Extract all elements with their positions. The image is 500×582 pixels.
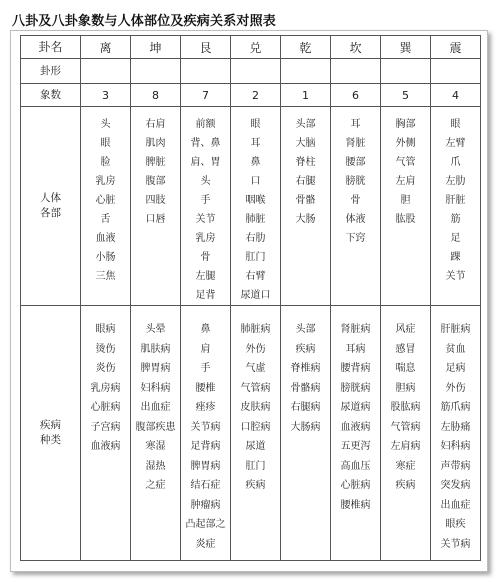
disease-cell	[81, 306, 131, 561]
disease-cell	[431, 306, 481, 561]
body-part-item: 肾脏	[345, 138, 366, 149]
body-parts-cell	[381, 107, 431, 306]
disease-item: 腰椎病	[340, 499, 371, 511]
body-part-item: 四肢	[145, 195, 166, 206]
body-part-item: 左肩	[395, 176, 416, 187]
disease-item: 口腔病	[240, 421, 271, 433]
body-parts-cell	[181, 107, 231, 306]
body-part-item: 骨	[350, 195, 361, 206]
disease-item: 右腿病	[290, 402, 321, 413]
body-part-item: 外侧	[395, 138, 416, 149]
disease-item: 左胁痛	[440, 421, 471, 433]
disease-cell	[281, 306, 331, 561]
gua-name-cell: 坤	[131, 36, 181, 59]
disease-item: 五更泻	[340, 441, 371, 452]
body-part-item: 筋	[450, 214, 461, 225]
disease-item: 声带病	[440, 460, 471, 472]
body-part-item: 口	[250, 176, 261, 187]
body-part-item: 眼	[100, 138, 111, 149]
body-part-item: 头	[100, 119, 111, 130]
row-label-shape: 卦形	[21, 59, 81, 84]
disease-item: 足背病	[190, 441, 221, 452]
body-part-item: 左腿	[195, 271, 216, 282]
disease-item: 风症	[395, 324, 416, 335]
body-part-item: 手	[200, 195, 211, 206]
body-part-item: 耳	[250, 138, 261, 149]
disease-item: 关节病	[440, 538, 471, 550]
number-cell: 5	[381, 84, 431, 107]
gua-shape-cell	[131, 59, 181, 84]
disease-item: 气管病	[390, 421, 421, 433]
disease-item: 头晕	[145, 324, 166, 335]
disease-item: 之症	[145, 480, 166, 491]
body-part-item: 右臂	[245, 271, 266, 282]
gua-name-cell: 乾	[281, 36, 331, 59]
disease-item: 子宫病	[90, 421, 121, 433]
disease-item: 肾脏病	[340, 324, 371, 335]
number-cell: 3	[81, 84, 131, 107]
disease-item: 疾病	[245, 480, 266, 491]
row-diseases	[21, 306, 481, 561]
disease-item: 肌肤病	[140, 343, 171, 355]
body-part-item: 足背	[195, 290, 216, 301]
body-part-item: 右肋	[245, 233, 266, 244]
body-part-item: 头部	[295, 119, 316, 130]
body-part-item: 右肩	[145, 119, 166, 130]
body-part-item: 足	[450, 233, 461, 244]
body-part-item: 肝脏	[445, 195, 466, 206]
number-cell: 6	[331, 84, 381, 107]
body-part-item: 肌肉	[145, 138, 166, 149]
disease-item: 尿道病	[340, 402, 371, 413]
disease-item: 骨骼病	[290, 382, 321, 394]
disease-item: 尿道	[245, 441, 266, 452]
gua-shape-cell	[381, 59, 431, 84]
gua-shape-cell	[181, 59, 231, 84]
gua-name-cell: 坎	[331, 36, 381, 59]
body-part-item: 爪	[450, 157, 461, 168]
row-body-parts	[21, 107, 481, 306]
disease-item: 肺脏病	[240, 324, 271, 335]
body-parts-cell	[331, 107, 381, 306]
body-part-item: 下窍	[345, 233, 366, 244]
disease-item: 腰椎	[195, 382, 216, 394]
disease-item: 炎症	[195, 538, 216, 550]
row-gua-shape	[21, 59, 481, 84]
disease-item: 痤疹	[195, 402, 216, 413]
disease-cell	[381, 306, 431, 561]
body-part-item: 头	[200, 176, 211, 187]
disease-cell	[181, 306, 231, 561]
body-part-item: 骨	[200, 252, 211, 263]
body-part-item: 关节	[445, 271, 466, 282]
bagua-table	[20, 35, 481, 561]
body-part-item: 大脑	[295, 138, 316, 149]
disease-item: 肿瘤病	[190, 499, 221, 511]
disease-item: 疾病	[295, 343, 316, 355]
disease-cell	[131, 306, 181, 561]
body-part-item: 左肋	[445, 176, 466, 187]
body-part-item: 小肠	[95, 252, 116, 263]
disease-item: 筋爪病	[440, 402, 471, 413]
body-part-item: 尿道口	[240, 290, 271, 301]
disease-item: 血液病	[90, 441, 121, 452]
body-part-item: 前额	[195, 119, 216, 130]
body-part-item: 耳	[350, 119, 361, 130]
disease-item: 头部	[295, 324, 316, 335]
gua-shape-cell	[331, 59, 381, 84]
disease-item: 脊椎病	[290, 363, 321, 374]
gua-shape-cell	[431, 59, 481, 84]
body-part-item: 肺脏	[245, 214, 266, 225]
disease-item: 皮肤病	[240, 402, 271, 413]
disease-item: 腰背病	[340, 363, 371, 374]
body-part-item: 三焦	[95, 271, 116, 282]
body-parts-cell	[131, 107, 181, 306]
disease-item: 外伤	[445, 382, 466, 394]
disease-item: 气管病	[240, 382, 271, 394]
disease-item: 出血症	[440, 499, 471, 511]
body-part-item: 胆	[400, 195, 411, 206]
disease-cell	[331, 306, 381, 561]
body-parts-cell	[431, 107, 481, 306]
body-part-item: 咽喉	[245, 195, 266, 206]
gua-name-cell: 离	[81, 36, 131, 59]
body-part-item: 腰部	[345, 157, 366, 168]
body-parts-cell	[281, 107, 331, 306]
number-cell: 8	[131, 84, 181, 107]
disease-item: 心脏病	[90, 402, 121, 413]
body-part-item: 脾脏	[145, 157, 166, 168]
disease-item: 足病	[445, 363, 466, 374]
body-part-item: 血液	[95, 233, 116, 244]
number-cell: 2	[231, 84, 281, 107]
body-part-item: 乳房	[95, 176, 116, 187]
disease-cell	[231, 306, 281, 561]
gua-shape-cell	[231, 59, 281, 84]
body-part-item: 骨骼	[295, 195, 316, 206]
disease-item: 寒症	[395, 460, 416, 472]
disease-item: 股肱病	[390, 402, 421, 413]
row-label-disease-line: 疾病	[40, 419, 61, 431]
disease-item: 肝脏病	[440, 324, 471, 335]
body-part-item: 肩、胃	[190, 157, 221, 168]
body-part-item: 肱股	[395, 214, 416, 225]
body-part-item: 背、鼻	[190, 138, 221, 149]
body-part-item: 心脏	[95, 195, 116, 206]
disease-item: 贫血	[445, 343, 466, 355]
disease-item: 高血压	[340, 460, 371, 472]
body-part-item: 左臂	[445, 138, 466, 149]
disease-item: 膀胱病	[340, 382, 371, 394]
disease-item: 胆病	[395, 382, 416, 394]
disease-item: 结石症	[190, 480, 221, 491]
row-label-disease	[21, 306, 81, 561]
body-part-item: 鼻	[250, 157, 261, 168]
gua-name-cell: 艮	[181, 36, 231, 59]
disease-item: 脾胃病	[190, 460, 221, 472]
gua-shape-cell	[81, 59, 131, 84]
body-part-item: 胸部	[395, 119, 416, 130]
body-part-item: 大肠	[295, 214, 316, 225]
disease-item: 关节病	[190, 421, 221, 433]
disease-item: 外伤	[245, 343, 266, 355]
body-part-item: 眼	[450, 119, 461, 130]
body-part-item: 脸	[100, 157, 111, 168]
row-label-body	[21, 107, 81, 306]
disease-item: 肩	[200, 343, 211, 355]
row-label-disease-line: 种类	[40, 434, 61, 446]
disease-item: 脾胃病	[140, 363, 171, 374]
body-part-item: 舌	[100, 214, 111, 225]
number-cell: 4	[431, 84, 481, 107]
disease-item: 妇科病	[440, 441, 471, 452]
disease-item: 湿热	[145, 460, 166, 472]
row-label-body-line: 各部	[40, 207, 61, 219]
row-label-number: 象数	[21, 84, 81, 107]
disease-item: 肛门	[245, 460, 266, 472]
body-part-item: 体液	[345, 214, 366, 225]
disease-item: 突发病	[440, 480, 471, 491]
disease-item: 妇科病	[140, 382, 171, 394]
disease-item: 炎伤	[95, 363, 116, 374]
body-parts-cell	[231, 107, 281, 306]
body-parts-cell	[81, 107, 131, 306]
disease-item: 气虚	[245, 363, 266, 374]
body-part-item: 右腿	[295, 176, 316, 187]
disease-item: 眼病	[95, 324, 116, 335]
row-number	[21, 84, 481, 107]
body-part-item: 踝	[450, 252, 461, 263]
number-cell: 1	[281, 84, 331, 107]
body-part-item: 膀胱	[345, 176, 366, 187]
body-part-item: 肛门	[245, 252, 266, 263]
disease-item: 烫伤	[95, 343, 116, 355]
gua-name-cell: 兑	[231, 36, 281, 59]
disease-item: 手	[200, 363, 211, 374]
disease-item: 出血症	[140, 402, 171, 413]
disease-item: 耳病	[345, 343, 366, 355]
body-part-item: 眼	[250, 119, 261, 130]
disease-item: 寒湿	[145, 441, 166, 452]
body-part-item: 口唇	[145, 214, 166, 225]
disease-item: 感冒	[395, 343, 416, 355]
disease-item: 疾病	[395, 480, 416, 491]
body-part-item: 气管	[395, 157, 416, 168]
gua-name-cell: 巽	[381, 36, 431, 59]
disease-item: 喘息	[395, 363, 416, 374]
gua-shape-cell	[281, 59, 331, 84]
disease-item: 血液病	[340, 421, 371, 433]
number-cell: 7	[181, 84, 231, 107]
gua-name-cell: 震	[431, 36, 481, 59]
row-label-name: 卦名	[21, 36, 81, 59]
disease-item: 凸起部之	[185, 519, 226, 530]
disease-item: 心脏病	[340, 480, 371, 491]
body-part-item: 关节	[195, 214, 216, 225]
body-part-item: 乳房	[195, 233, 216, 244]
body-part-item: 腹部	[145, 176, 166, 187]
body-part-item: 脊柱	[295, 157, 316, 168]
disease-item: 眼疾	[445, 519, 466, 530]
page-title: 八卦及八卦象数与人体部位及疾病关系对照表	[12, 14, 277, 29]
disease-item: 大肠病	[290, 421, 321, 433]
row-gua-name	[21, 36, 481, 59]
row-label-body-line: 人体	[40, 192, 61, 204]
disease-item: 鼻	[200, 324, 211, 335]
disease-item: 腹部疾患	[135, 421, 176, 433]
disease-item: 左肩病	[390, 441, 421, 452]
disease-item: 乳房病	[90, 382, 121, 394]
